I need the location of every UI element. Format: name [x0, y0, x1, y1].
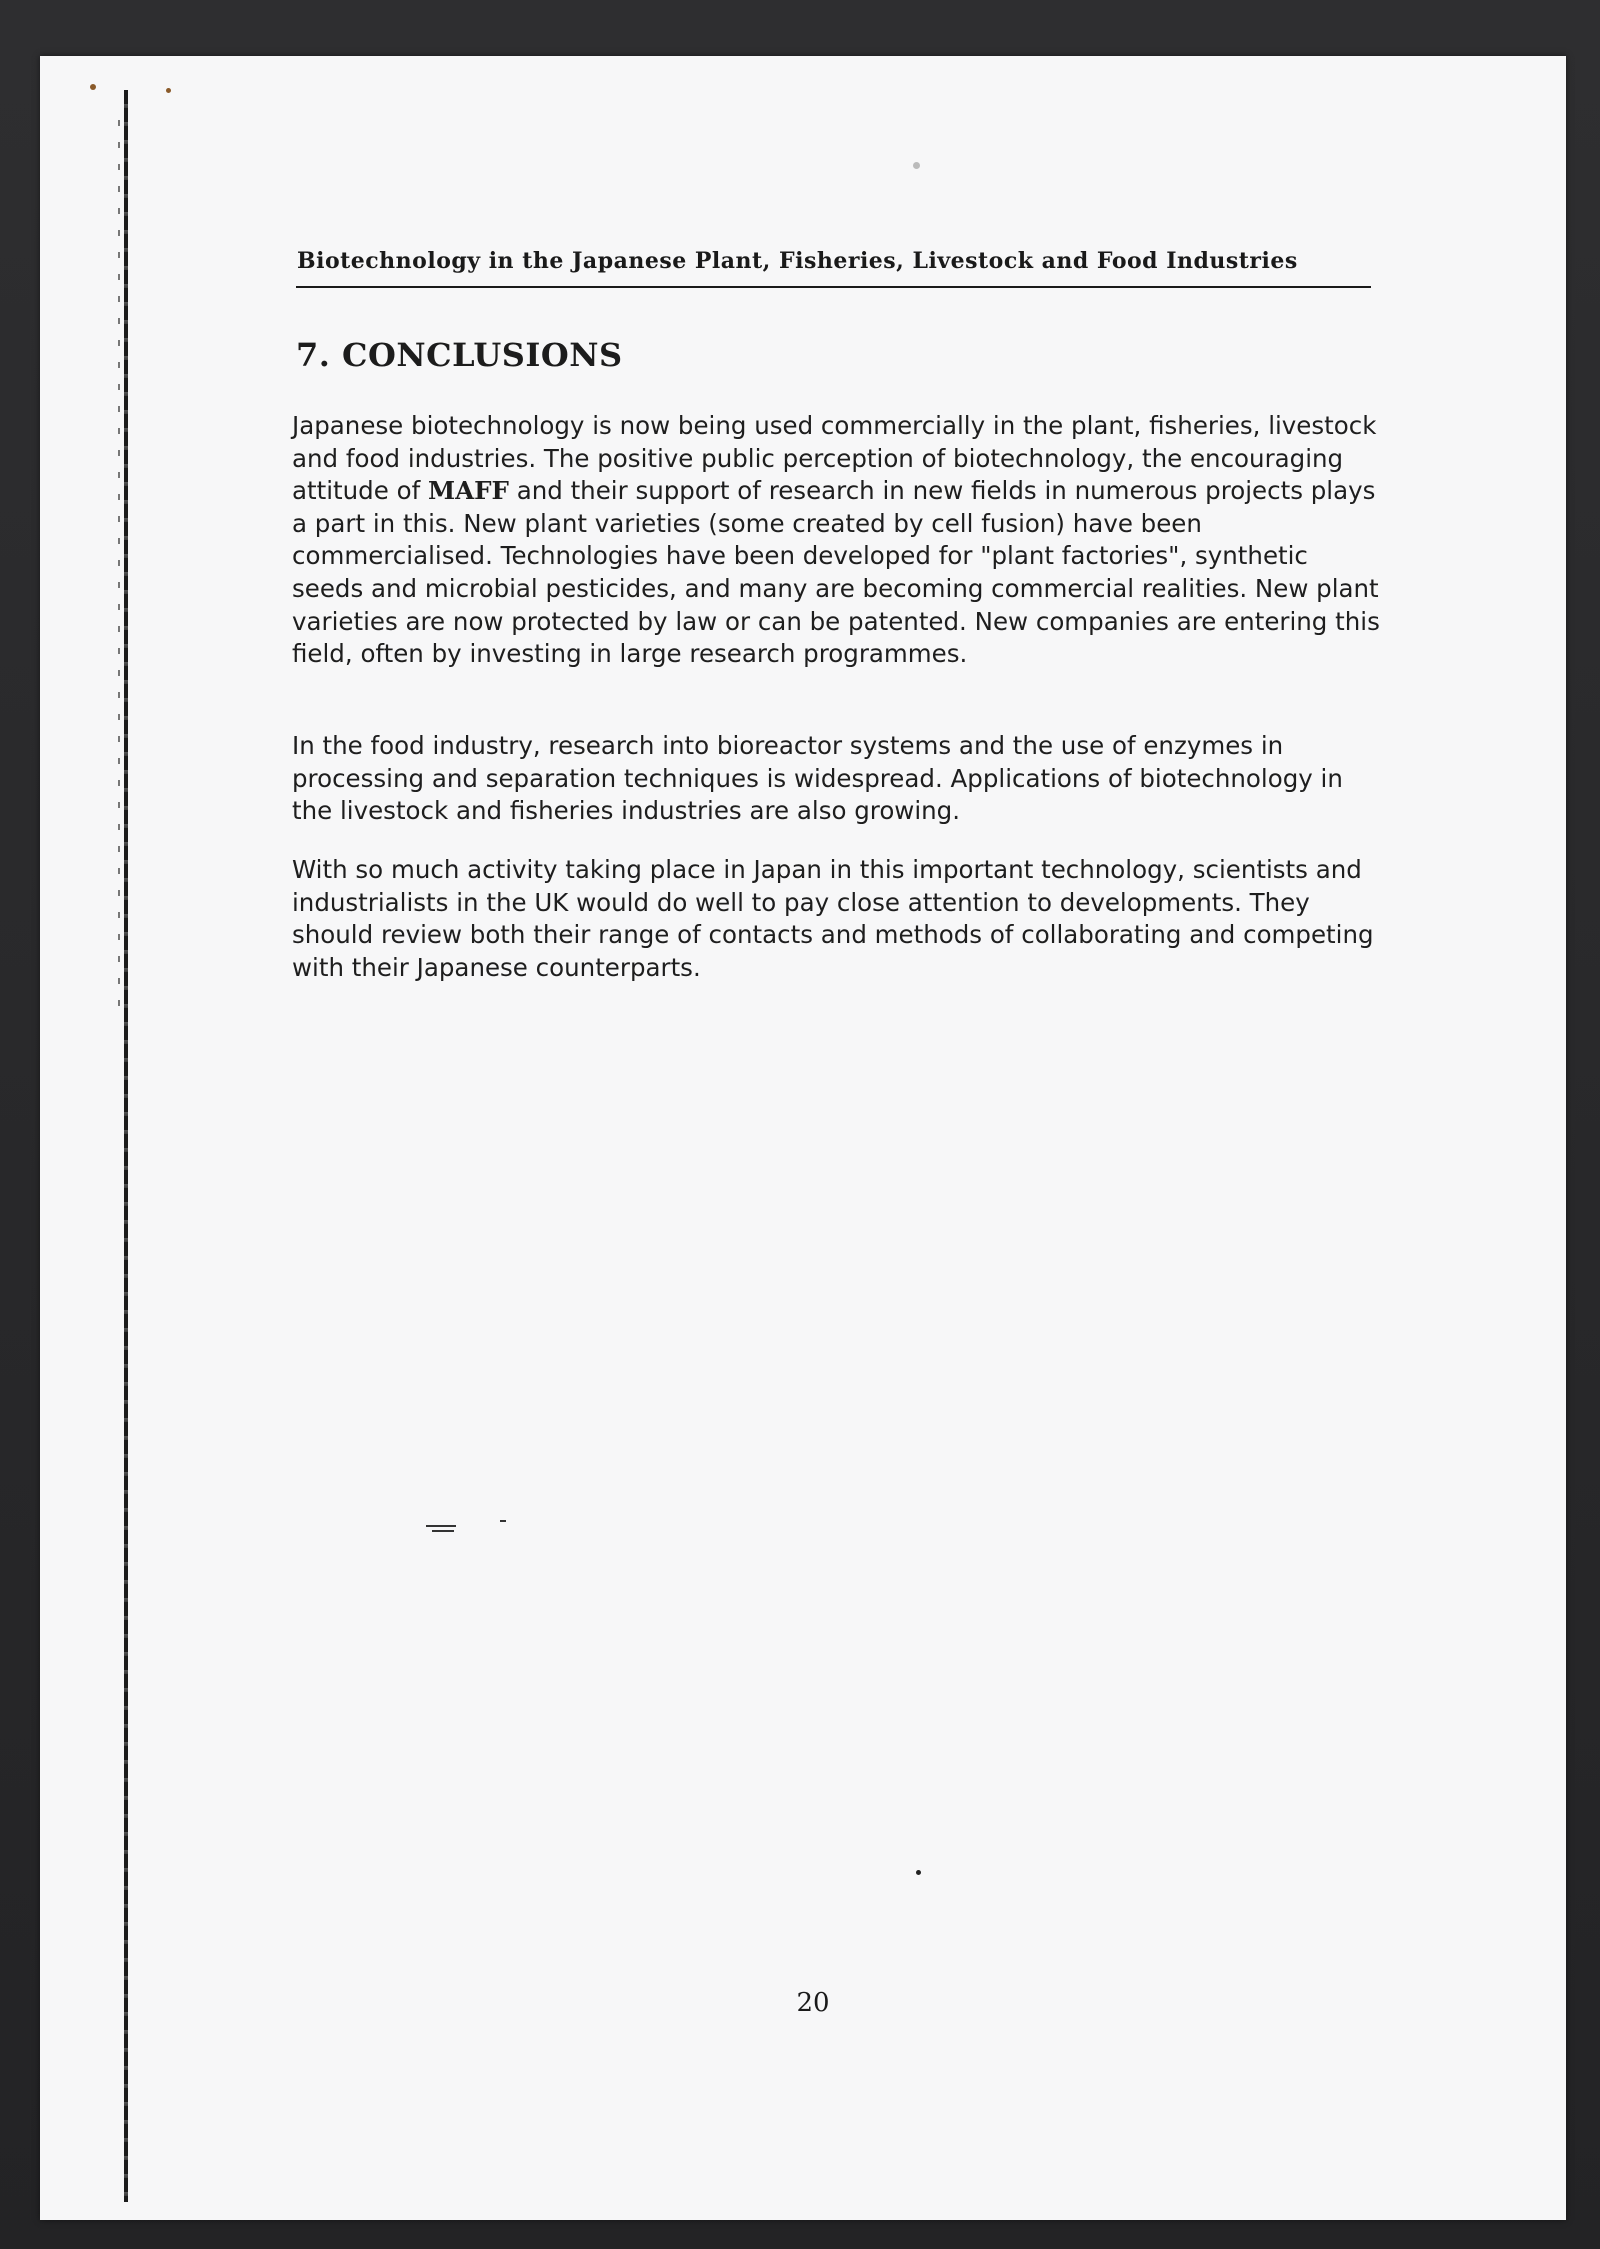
paragraph-2: In the food industry, research into bioreactor systems and the use of enzymes in processing and separation techniques is widespread. Applications of biotechnology in the livestock and fisheries industries are also growing.	[292, 731, 1343, 826]
scan-mark	[432, 1530, 454, 1532]
section-heading: 7. CONCLUSIONS	[296, 336, 623, 374]
running-header: Biotechnology in the Japanese Plant, Fisheries, Livestock and Food Industries	[297, 248, 1298, 274]
binding-edge-dots	[118, 120, 120, 1020]
paper-speck	[166, 88, 171, 93]
document-page	[40, 56, 1566, 2220]
page-number: 20	[796, 1988, 830, 2018]
maff-term: MAFF	[427, 476, 509, 506]
paragraph-1	[292, 410, 1382, 671]
scan-mark	[426, 1525, 456, 1527]
paper-speck	[913, 162, 920, 169]
paragraph-1-text-end: and their support of research in new fields in numerous projects plays a part in this. New plant varieties (some created by cell fusion) have been commercialised. Technologies have been developed for "plant factories", synthetic seeds and microbial pesticides, and many are becoming commercial realities. New plant varieties are now protected by law or can be patented. New companies are entering this field, often by investing in large research programmes.	[292, 476, 1380, 669]
paper-speck	[90, 84, 96, 90]
paragraph-3: With so much activity taking place in Japan in this important technology, scientists and industrialists in the UK would do well to pay close attention to developments. They should review both their range of contacts and methods of collaborating and competing with their Japanese counterparts.	[292, 855, 1374, 982]
scan-mark	[500, 1520, 506, 1522]
binding-edge-line	[124, 90, 128, 2202]
header-rule	[296, 286, 1371, 288]
paper-speck	[916, 1870, 921, 1875]
paragraph-1-text-start: Japanese biotechnology is now being used commercially in the plant, fisheries, livestock and food industries. The positive public perception of biotechnology, the encouraging attitude of	[292, 411, 1377, 506]
